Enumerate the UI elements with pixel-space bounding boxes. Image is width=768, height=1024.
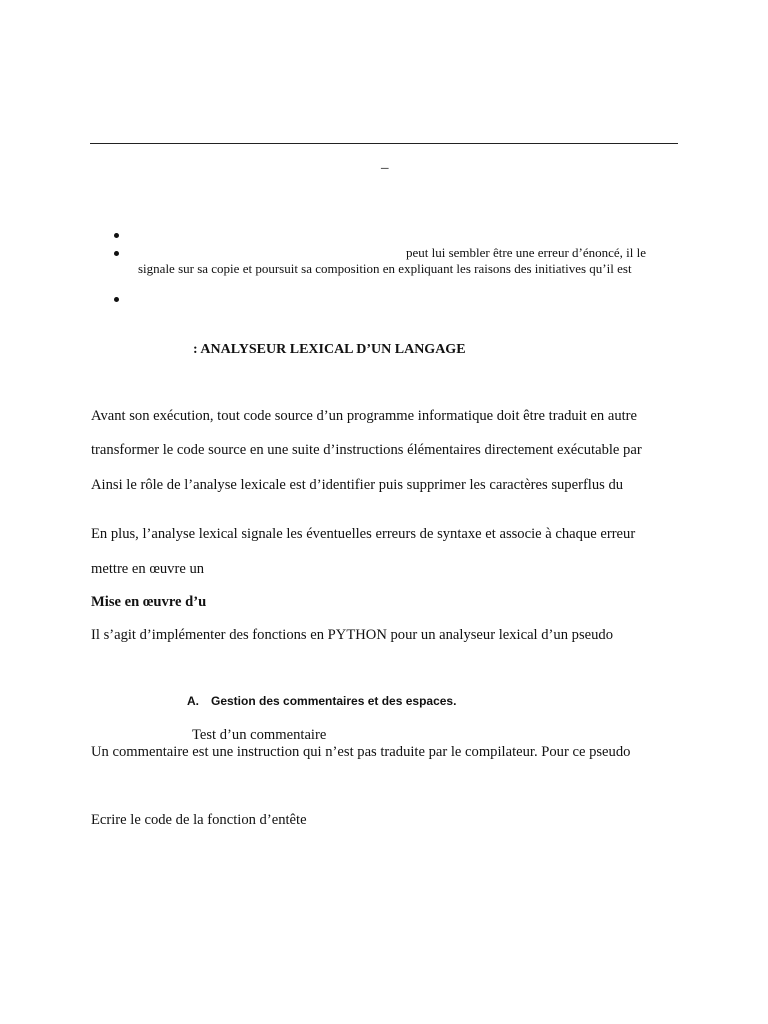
- paragraph-line: transformer le code source en une suite d’instructions élémentaires directement exécutable par: [91, 442, 642, 458]
- section-title: : ANALYSEUR LEXICAL D’UN LANGAGE: [193, 342, 466, 357]
- bullet-text-line: signale sur sa copie et poursuit sa composition en expliquant les raisons des initiatives qu’il est: [138, 261, 632, 276]
- paragraph-line: Ainsi le rôle de l’analyse lexicale est d’identifier puis supprimer les caractères superflus du: [91, 477, 624, 493]
- paragraph-line: Avant son exécution, tout code source d’un programme informatique doit être traduit en autre: [91, 408, 638, 424]
- paragraph-line: Il s’agit d’implémenter des fonctions en PYTHON pour un analyseur lexical d’un pseudo: [91, 627, 614, 643]
- centered-dash: –: [381, 160, 389, 176]
- subsection-heading: [187, 694, 456, 708]
- subsection-title: Gestion des commentaires et des espaces.: [211, 694, 457, 708]
- bullet-icon: [114, 233, 119, 238]
- paragraph-line: mettre en œuvre un: [91, 561, 205, 577]
- paragraph-line: En plus, l’analyse lexical signale les éventuelles erreurs de syntaxe et associe à chaque erreur: [91, 526, 636, 542]
- paragraph-line: Un commentaire est une instruction qui n’est pas traduite par le compilateur. Pour ce pseudo: [91, 744, 631, 760]
- horizontal-rule: [90, 143, 678, 144]
- bullet-text-line: peut lui sembler être une erreur d’énoncé, il le: [406, 245, 647, 260]
- bullet-icon: [114, 297, 119, 302]
- subsection-letter: A.: [187, 694, 199, 708]
- bullet-icon: [114, 251, 119, 256]
- paragraph-line: Ecrire le code de la fonction d’entête: [91, 812, 307, 828]
- test-label: Test d’un commentaire: [192, 727, 327, 743]
- mise-en-oeuvre-heading: Mise en œuvre d’u: [91, 594, 207, 610]
